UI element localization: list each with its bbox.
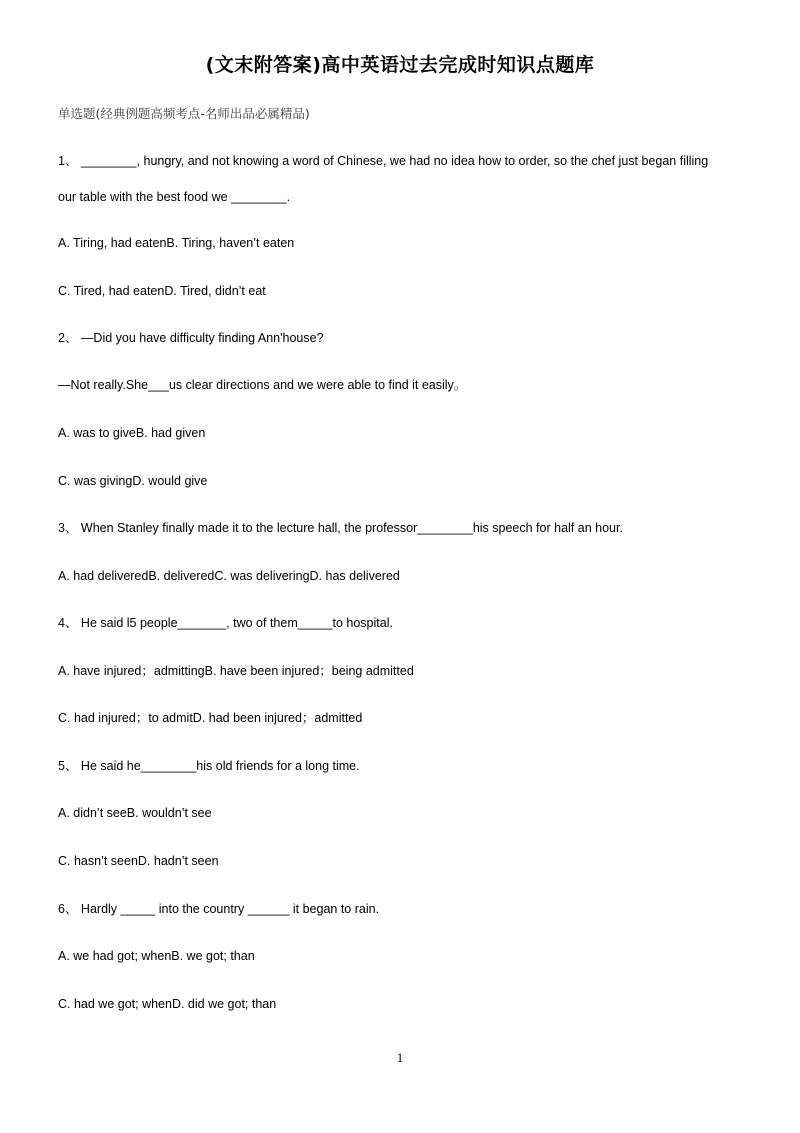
question-2-options-ab: A. was to giveB. had given [58, 426, 206, 440]
question-5-stem-line-1: 5、 He said he________his old friends for a long time. [58, 759, 360, 773]
question-1-options-ab: A. Tiring, had eatenB. Tiring, haven’t eaten [58, 236, 295, 250]
question-2-stem-line-1: 2、 —Did you have difficulty finding Ann'house? [58, 331, 324, 345]
question-4-stem-line-1: 4、 He said l5 people_______, two of them_____to hospital. [58, 616, 393, 630]
question-4-options-ab: A. have injured；admittingB. have been injured；being admitted [58, 664, 414, 678]
question-3-stem-line-1: 3、 When Stanley finally made it to the lecture hall, the professor________his speech for half an hour. [58, 521, 623, 535]
question-1-stem-line-2: our table with the best food we ________. [58, 190, 291, 204]
question-6-options-ab: A. we had got; whenB. we got; than [58, 949, 255, 963]
question-6-stem-line-1: 6、 Hardly _____ into the country ______ it began to rain. [58, 902, 380, 916]
question-5-options-cd: C. hasn’t seenD. hadn’t seen [58, 854, 219, 868]
section-heading: 单选题(经典例题高频考点-名师出品必属精品) [58, 106, 310, 121]
page-title: (文末附答案)高中英语过去完成时知识点题库 [205, 54, 595, 76]
question-6-options-cd: C. had we got; whenD. did we got; than [58, 997, 277, 1011]
question-2-options-cd: C. was givingD. would give [58, 474, 208, 488]
question-5-options-ab: A. didn’t seeB. wouldn’t see [58, 806, 212, 820]
question-2-stem-line-2: —Not really.She___us clear directions and we were able to find it easily。 [58, 378, 467, 392]
page-number: 1 [396, 1050, 404, 1065]
question-1-stem-line-1: 1、 ________, hungry, and not knowing a word of Chinese, we had no idea how to order, so the chef just began filling [58, 154, 709, 168]
question-4-options-cd: C. had injured；to admitD. had been injured；admitted [58, 711, 363, 725]
question-1-options-cd: C. Tired, had eatenD. Tired, didn’t eat [58, 284, 266, 298]
question-3-options: A. had deliveredB. deliveredC. was deliveringD. has delivered [58, 569, 400, 583]
